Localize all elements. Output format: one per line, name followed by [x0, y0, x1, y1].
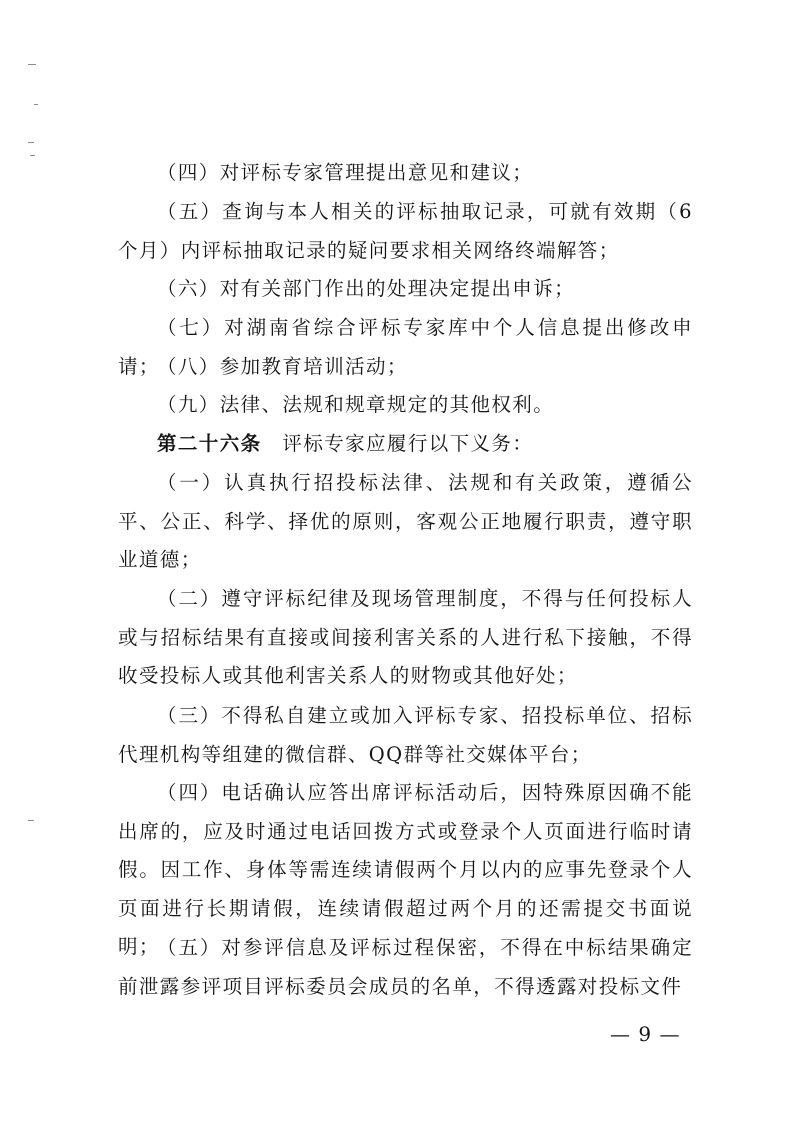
duty-2: （二）遵守评标纪律及现场管理制度，不得与任何投标人或与招标结果有直接或间接利害关系的人进行私下接触，不得收受投标人或其他利害关系人的财物或其他好处；	[118, 587, 693, 687]
paragraph-right-4: （四）对评标专家管理提出意见和建议；	[157, 161, 534, 184]
duty-1: （一）认真执行招投标法律、法规和有关政策，遵循公平、公正、科学、择优的原则，客观公正地履行职责，遵守职业道德；	[118, 471, 693, 571]
scan-mark	[28, 820, 34, 821]
paragraph-right-5: （五）查询与本人相关的评标抽取记录，可就有效期（6个月）内评标抽取记录的疑问要求相关网络终端解答；	[118, 200, 693, 262]
scan-mark	[30, 155, 35, 156]
article-number: 第二十六条	[157, 432, 262, 455]
page-number: — 9 —	[610, 1022, 681, 1046]
duty-3: （三）不得私自建立或加入评标专家、招投标单位、招标代理机构等组建的微信群、QQ群等社交媒体平台；	[118, 704, 693, 766]
article-26: 第二十六条 评标专家应履行以下义务：	[157, 432, 534, 455]
duty-4: （四）电话确认应答出席评标活动后，因特殊原因确不能出席的，应及时通过电话回拨方式或登录个人页面进行临时请假。因工作、身体等需连续请假两个月以内的应事先登录个人页面进行长期请假，连续请假超过两个月的还需提交书面说明；	[118, 781, 693, 958]
scan-mark	[28, 142, 34, 143]
paragraph-right-7: （七）对湖南省综合评标专家库中个人信息提出修改申请；	[118, 316, 693, 378]
duty-5: （五）对参评信息及评标过程保密，不得在中标结果确定前泄露参评项目评标委员会成员的名单，不得透露对投标文件	[118, 936, 693, 998]
paragraph-right-9: （九）法律、法规和规章规定的其他权利。	[157, 393, 555, 416]
scan-mark	[34, 104, 38, 105]
paragraph-right-8: （八）参加教育培训活动；	[157, 355, 408, 378]
paragraph-right-6: （六）对有关部门作出的处理决定提出申诉；	[157, 277, 576, 300]
scan-mark	[28, 64, 36, 65]
